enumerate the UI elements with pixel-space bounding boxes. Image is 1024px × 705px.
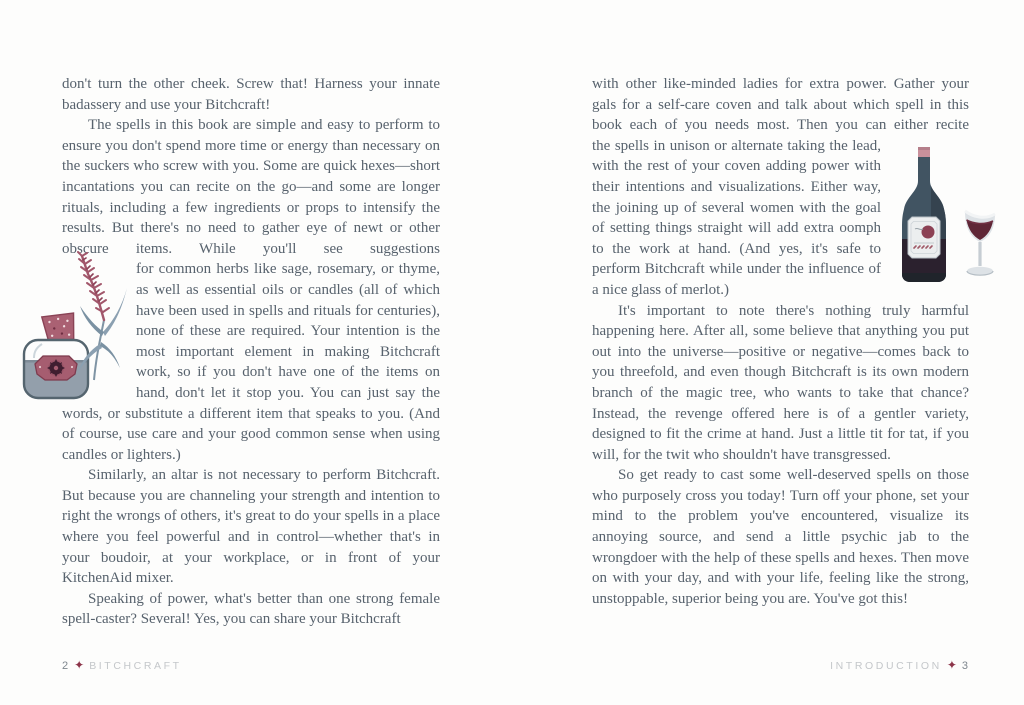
paragraph: Speaking of power, what's better than one strong female spell-caster? Several! Yes, you can share your Bitchcraft xyxy=(62,590,440,628)
wine-label xyxy=(908,217,940,258)
page-footer-right xyxy=(592,656,969,674)
wine-bottle-illustration xyxy=(897,147,951,285)
paragraph: with other like-minded ladies for extra power. Gather your gals for a self-care coven and talk about which spell in this book each of you needs most. Then you can either recite xyxy=(592,76,969,134)
page-footer-left xyxy=(62,656,182,674)
body-text-segment: for common herbs like sage, rosemary, or thyme, as well as essential oils or candles (all of which have been used in spells and rituals for centuries), none of these are required. Your intention is the most important element in making Bitchcraft work, so if you don't have one of the items on hand, don't let it stop you. You can just say the words, or substitute a different item that speaks to you. (And of course, use care and your good common sense when using candles or lighters.) xyxy=(62,261,440,463)
paragraph: Similarly, an altar is not necessary to perform Bitchcraft. But because you are channeling your strength and intention to right the wrongs of others, it's great to do your spells in a place where you feel powerful and in control—whether that's in your boudoir, at your workplace, or in front of your KitchenAid mixer. xyxy=(62,467,440,587)
paragraph: The spells in this book are simple and easy to perform to ensure you don't spend more time or energy than necessary on the suckers who screw with you. Some are quick hexes—short incantations you can recite on the go—and some are longer rituals, including a few ingredients or props to intensify the results. But there's no need to gather eye of newt or other obscure items. While you'll see suggestions xyxy=(62,117,440,257)
sparkle-star-icon: ✦ xyxy=(946,658,957,672)
book-title-footer-label: BITCHCRAFT xyxy=(89,660,182,672)
herb-sprig-illustration xyxy=(70,248,136,382)
wine-glass-illustration xyxy=(962,208,998,282)
page-number: 3 xyxy=(961,660,969,672)
paragraph: It's important to note there's nothing truly harmful happening here. After all, some believe that anything you put out into the universe—positive or negative—comes back to you threefold, and even though Bitchcraft is its own modern branch of the magic tree, who wants to take that chance? Instead, the revenge offered here is of a gentler variety, designed to fit the crime at hand. Just a little tit for tat, if you will, for the twit who shouldn't have transgressed. xyxy=(592,302,969,463)
page-number: 2 xyxy=(62,660,70,672)
chapter-footer-label: INTRODUCTION xyxy=(830,660,942,672)
sparkle-star-icon: ✦ xyxy=(74,658,85,672)
paragraph: So get ready to cast some well-deserved spells on those who purposely cross you today! Turn off your phone, set your mind to the problem you've encountered, visualize its annoying source, and send a little psychic jab to the wrongdoer with the help of these spells and hexes. Then move on with your day, and with your life, feeling like the strong, unstoppable, superior being you are. You've got this! xyxy=(592,467,969,607)
body-text-segment: the spells in unison or alternate taking the lead, with the rest of your coven adding power with their intentions and visualizations. Either way, the joining up of several women with the goal of setting things straight will add extra oomph to the work at hand. (And yes, it's safe to perform Bitchcraft while under the influence of a nice glass of merlot.) xyxy=(592,137,881,298)
paragraph: don't turn the other cheek. Screw that! Harness your innate badassery and use your Bitchcraft! xyxy=(62,76,440,113)
